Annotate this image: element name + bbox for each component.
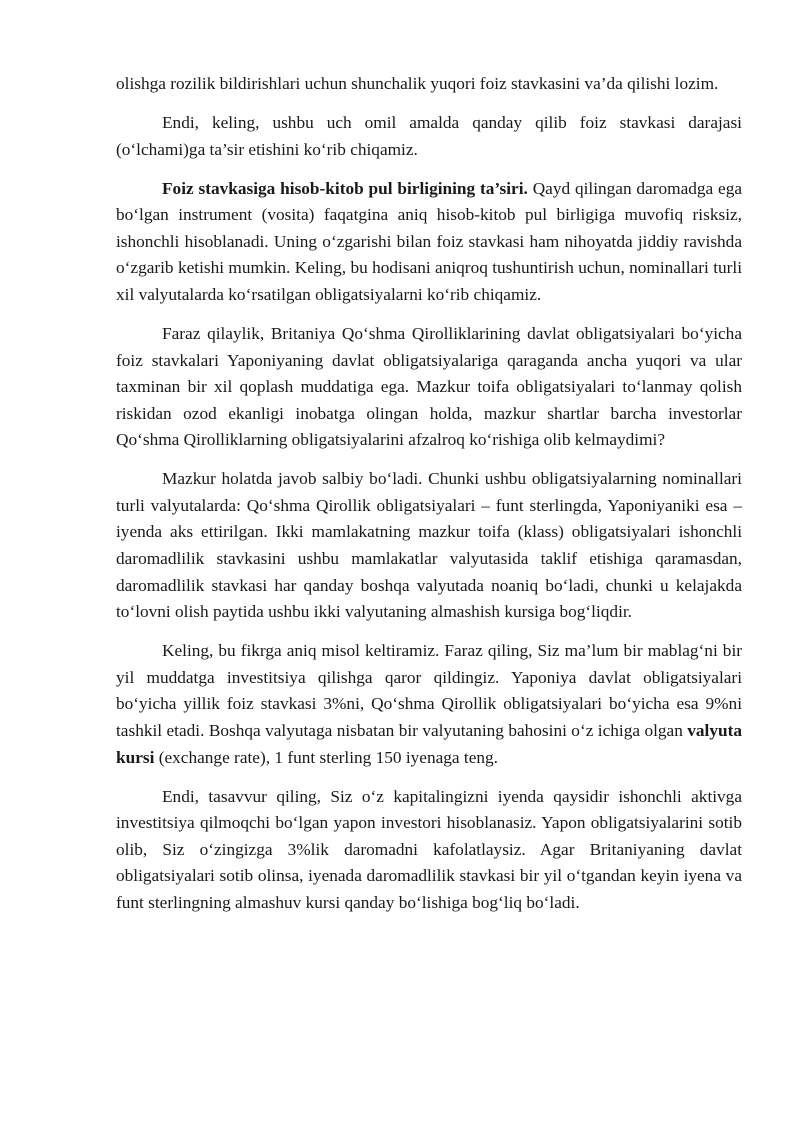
paragraph-text: Qayd qilingan daromadga ega bo‘lgan instrument (vosita) faqatgina aniq hisob-kitob pul birligiga muvofiq risksiz, ishonchli hisoblanadi. Uning o‘zgarishi bilan foiz stavkasi ham nihoyatda jiddiy ravishda o‘zgarib ketishi mumkin. Keling, bu hodisani aniqroq tushuntirish uchun, nominallari turli xil valyutalarda ko‘rsatilgan obligatsiyalarni ko‘rib chiqamiz. xyxy=(116,178,743,304)
paragraph-text: Endi, keling, ushbu uch omil amalda qanday qilib foiz stavkasi darajasi (o‘lchami)ga ta’sir etishini ko‘rib chiqamiz. xyxy=(116,112,742,159)
paragraph-japanese-investor xyxy=(116,784,742,917)
document-page xyxy=(116,71,742,929)
paragraph-section-heading xyxy=(116,176,742,309)
paragraph-britain-example xyxy=(116,321,742,454)
section-heading: Foiz stavkasiga hisob-kitob pul birligining ta’siri. xyxy=(162,178,528,198)
paragraph-numeric-example xyxy=(116,638,742,771)
paragraph-text: Keling, bu fikrga aniq misol keltiramiz. Faraz qiling, Siz ma’lum bir mablag‘ni bir yil muddatga investitsiya qilishga qaror qildingiz. Yaponiya davlat obligatsiyalari bo‘yicha yillik foiz stavkasi 3%ni, Qo‘shma Qirollik obligatsiyalari bo‘yicha esa 9%ni tashkil etadi. Boshqa valyutaga nisbatan bir valyutaning bahosini o‘z ichiga olgan xyxy=(116,641,742,741)
term-exchange-rate: valyuta kursi xyxy=(116,721,742,767)
paragraph-text: Faraz qilaylik, Britaniya Qo‘shma Qirolliklarining davlat obligatsiyalari bo‘yicha foiz stavkalari Yaponiyaning davlat obligatsiyalariga qaraganda ancha yuqori va ular taxminan bir xil qoplash muddatiga ega. Mazkur toifa obligatsiyalari to‘lanmay qolish riskidan ozod ekanligi inobatga olingan holda, mazkur shartlar barcha investorlar Qo‘shma Qirolliklarning obligatsiyalarini afzalroq ko‘rishiga olib kelmaydimi? xyxy=(116,323,742,450)
paragraph-continuation xyxy=(116,71,742,98)
paragraph-text: (exchange rate), 1 funt sterling 150 iyenaga teng. xyxy=(154,747,498,767)
paragraph-intro xyxy=(116,110,742,163)
paragraph-text: Endi, tasavvur qiling, Siz o‘z kapitalingizni iyenda qaysidir ishonchli aktivga investitsiya qilmoqchi bo‘lgan yapon investori hisoblanasiz. Yapon obligatsiyalarini sotib olib, Siz o‘zingizga 3%lik daromadni kafolatlaysiz. Agar Britaniyaning davlat obligatsiyalari sotib olinsa, iyenada daromadlilik stavkasi bir yil o‘tgandan keyin iyena va funt sterlingning almashuv kursi qanday bo‘lishiga bog‘liq bo‘ladi. xyxy=(116,786,742,912)
paragraph-text: olishga rozilik bildirishlari uchun shunchalik yuqori foiz stavkasini va’da qilishi lozim. xyxy=(116,74,719,93)
paragraph-text: Mazkur holatda javob salbiy bo‘ladi. Chunki ushbu obligatsiyalarning nominallari turli valyutalarda: Qo‘shma Qirollik obligatsiyalari – funt sterlingda, Yaponiyaniki esa – iyenda aks ettirilgan. Ikki mamlakatning mazkur toifa (klass) obligatsiyalari ishonchli daromadlilik stavkasini ushbu mamlakatlar valyutasida taklif etishiga qaramasdan, daromadlilik stavkasi har qanday boshqa valyutada noaniq bo‘ladi, chunki u kelajakda to‘lovni olish paytida ushbu ikki valyutaning almashish kursiga bog‘liqdir. xyxy=(116,469,742,622)
paragraph-answer xyxy=(116,466,742,626)
